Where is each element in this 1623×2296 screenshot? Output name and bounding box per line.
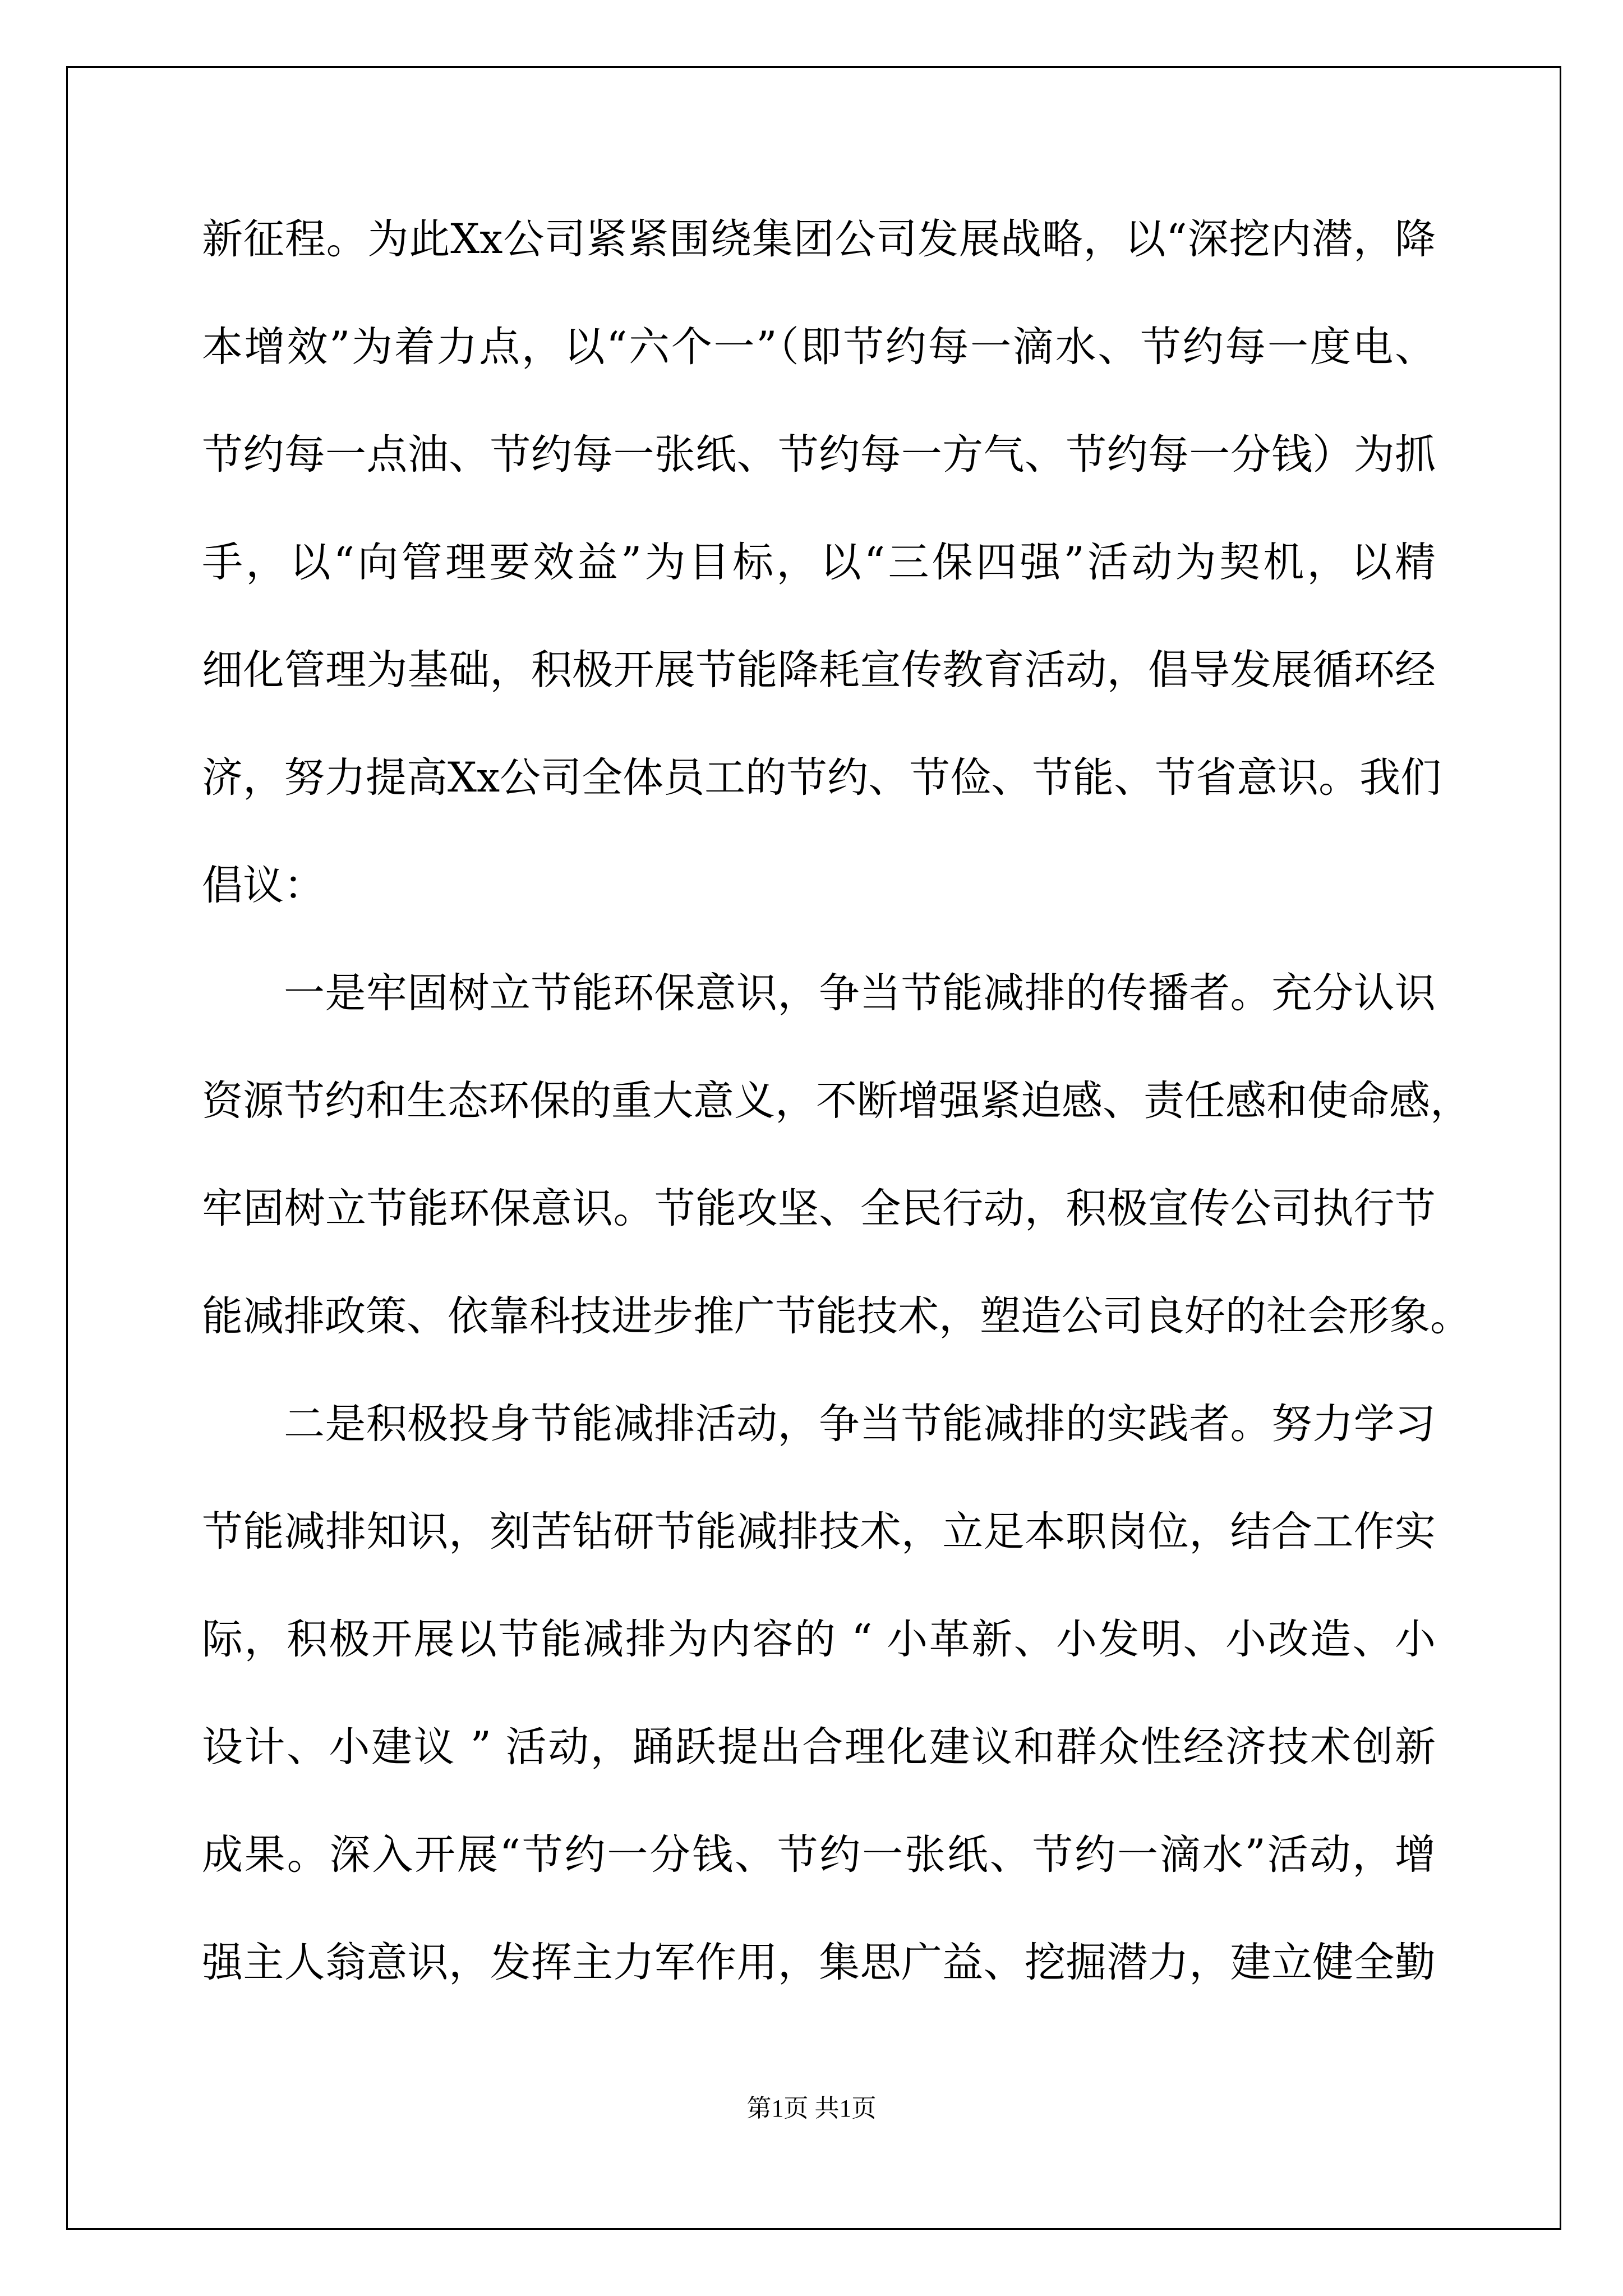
paragraph-line: 济，努力提高Xx公司全体员工的节约、节俭、节能、节省意识。我们 (202, 754, 1442, 802)
paragraph-line: 本增效”为着力点，以“六个一”（即节约每一滴水、节约每一度电、 (202, 323, 1436, 371)
paragraph-line: 能减排政策、依靠科技进步推广节能技术，塑造公司良好的社会形象。 (202, 1292, 1471, 1340)
paragraph-line: 际，积极开展以节能减排为内容的 “ 小革新、小发明、小改造、小 (202, 1616, 1436, 1663)
paragraph-line: 设计、小建议 ” 活动，踊跃提出合理化建议和群众性经济技术创新 (202, 1723, 1436, 1771)
paragraph-line: 牢固树立节能环保意识。节能攻坚、全民行动，积极宣传公司执行节 (202, 1185, 1436, 1232)
paragraph-line: 成果。深入开展“节约一分钱、节约一张纸、节约一滴水”活动，增 (202, 1831, 1436, 1879)
paragraph-line: 倡议： (202, 862, 325, 909)
paragraph-line: 细化管理为基础，积极开展节能降耗宣传教育活动，倡导发展循环经 (202, 646, 1436, 694)
paragraph-line: 新征程。为此Xx公司紧紧围绕集团公司发展战略，以“深挖内潜，降 (202, 215, 1436, 263)
paragraph-line: 二是积极投身节能减排活动，争当节能减排的实践者。努力学习 (284, 1400, 1436, 1448)
paragraph-line: 手，以“向管理要效益”为目标，以“三保四强”活动为契机，以精 (202, 539, 1436, 586)
page-footer: 第1页 共1页 (746, 2095, 877, 2122)
paragraph-line: 节约每一点油、节约每一张纸、节约每一方气、节约每一分钱）为抓 (202, 431, 1436, 478)
paragraph-line: 节能减排知识，刻苦钻研节能减排技术，立足本职岗位，结合工作实 (202, 1508, 1436, 1556)
document-body (202, 215, 1471, 2050)
paragraph-line: 一是牢固树立节能环保意识，争当节能减排的传播者。充分认识 (284, 969, 1436, 1017)
paragraph-line: 强主人翁意识，发挥主力军作用，集思广益、挖掘潜力，建立健全勤 (202, 1939, 1436, 1986)
paragraph-line: 资源节约和生态环保的重大意义，不断增强紧迫感、责任感和使命感， (202, 1077, 1471, 1125)
